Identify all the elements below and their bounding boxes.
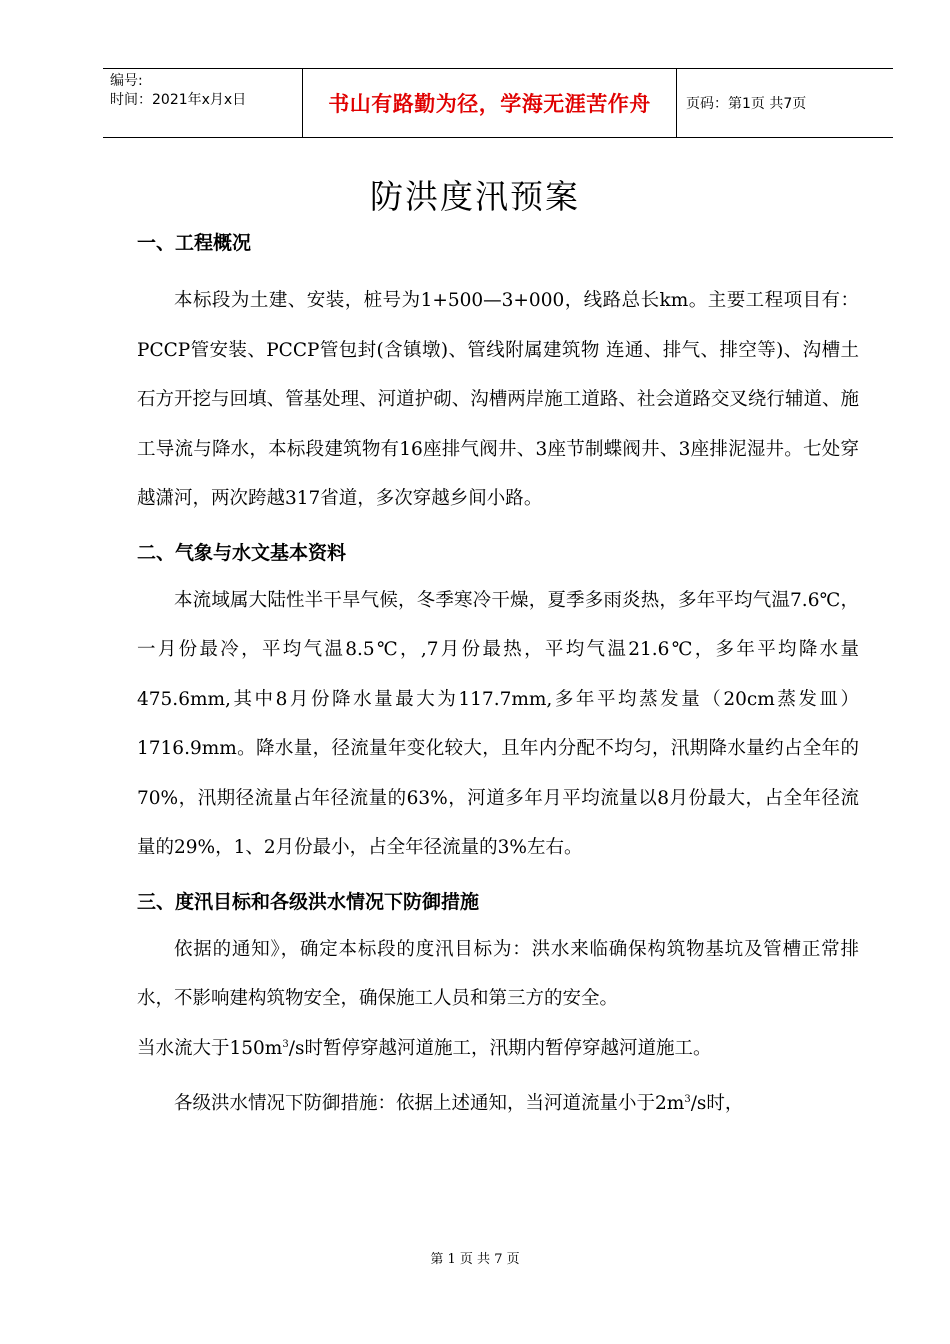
- document-body: [137, 226, 859, 1129]
- header-page-label: 页码：第1页 共7页: [686, 96, 807, 112]
- header-meta: [103, 69, 303, 137]
- flow-text-a: 当水流大于150m: [137, 1037, 283, 1059]
- section-1-paragraph: 本标段为土建、安装，桩号为1+500—3+000，线路总长km。主要工程项目有：PCCP管安装、PCCP管包封(含镇墩)、管线附属建筑物 连通、排气、排空等)、沟槽土石方开挖与回填、管基处理、河道护砌、沟槽两岸施工道路、社会道路交叉绕行辅道、施工导流与降水，本标段建筑物有16座排气阀井、3座节制蝶阀井、3座排泥湿井。七处穿越潇河，两次跨越317省道，多次穿越乡间小路。: [137, 290, 859, 509]
- section-3-paragraph-1: 依据的通知》，确定本标段的度汛目标为：洪水来临确保构筑物基坑及管槽正常排水，不影响建构筑物安全，确保施工人员和第三方的安全。: [137, 938, 859, 1009]
- page-footer: 第 1 页 共 7 页: [430, 1252, 520, 1267]
- superscript-3: 3: [282, 1038, 289, 1050]
- section-2-paragraph: 本流域属大陆性半干旱气候，冬季寒冷干燥，夏季多雨炎热，多年平均气温7.6℃，一月份最冷，平均气温8.5℃，,7月份最热，平均气温21.6℃，多年平均降水量475.6mm,其中8月份降水量最大为117.7mm,多年平均蒸发量（20cm蒸发皿）1716.9mm。降水量，径流量年变化较大，且年内分配不均匀，汛期降水量约占全年的70%，汛期径流量占年径流量的63%，河道多年月平均流量以8月份最大，占全年径流量的29%，1、2月份最小，占全年径流量的3%左右。: [137, 589, 859, 858]
- measure-text-a: 各级洪水情况下防御措施：依据上述通知，当河道流量小于2m: [174, 1093, 685, 1114]
- section-heading-3: 三、度汛目标和各级洪水情况下防御措施: [137, 890, 480, 913]
- section-3-paragraph-3: [137, 1079, 859, 1129]
- flow-text-b: /s时暂停穿越河道施工，汛期内暂停穿越河道施工。: [288, 1037, 712, 1059]
- measure-text-b: /s时，: [690, 1093, 744, 1114]
- number-label: 编号:: [110, 73, 143, 89]
- header-motto: 书山有路勤为径，学海无涯苦作舟: [303, 69, 677, 137]
- section-heading-1: 一、工程概况: [137, 232, 252, 254]
- section-3-paragraph-2: [137, 1024, 859, 1074]
- superscript-3b: 3: [684, 1093, 691, 1105]
- section-heading-2: 二、气象与水文基本资料: [137, 541, 347, 564]
- page-header: [103, 68, 893, 138]
- time-label: 时间：2021年x月x日: [110, 92, 247, 108]
- document-title: 防洪度汛预案: [370, 177, 580, 216]
